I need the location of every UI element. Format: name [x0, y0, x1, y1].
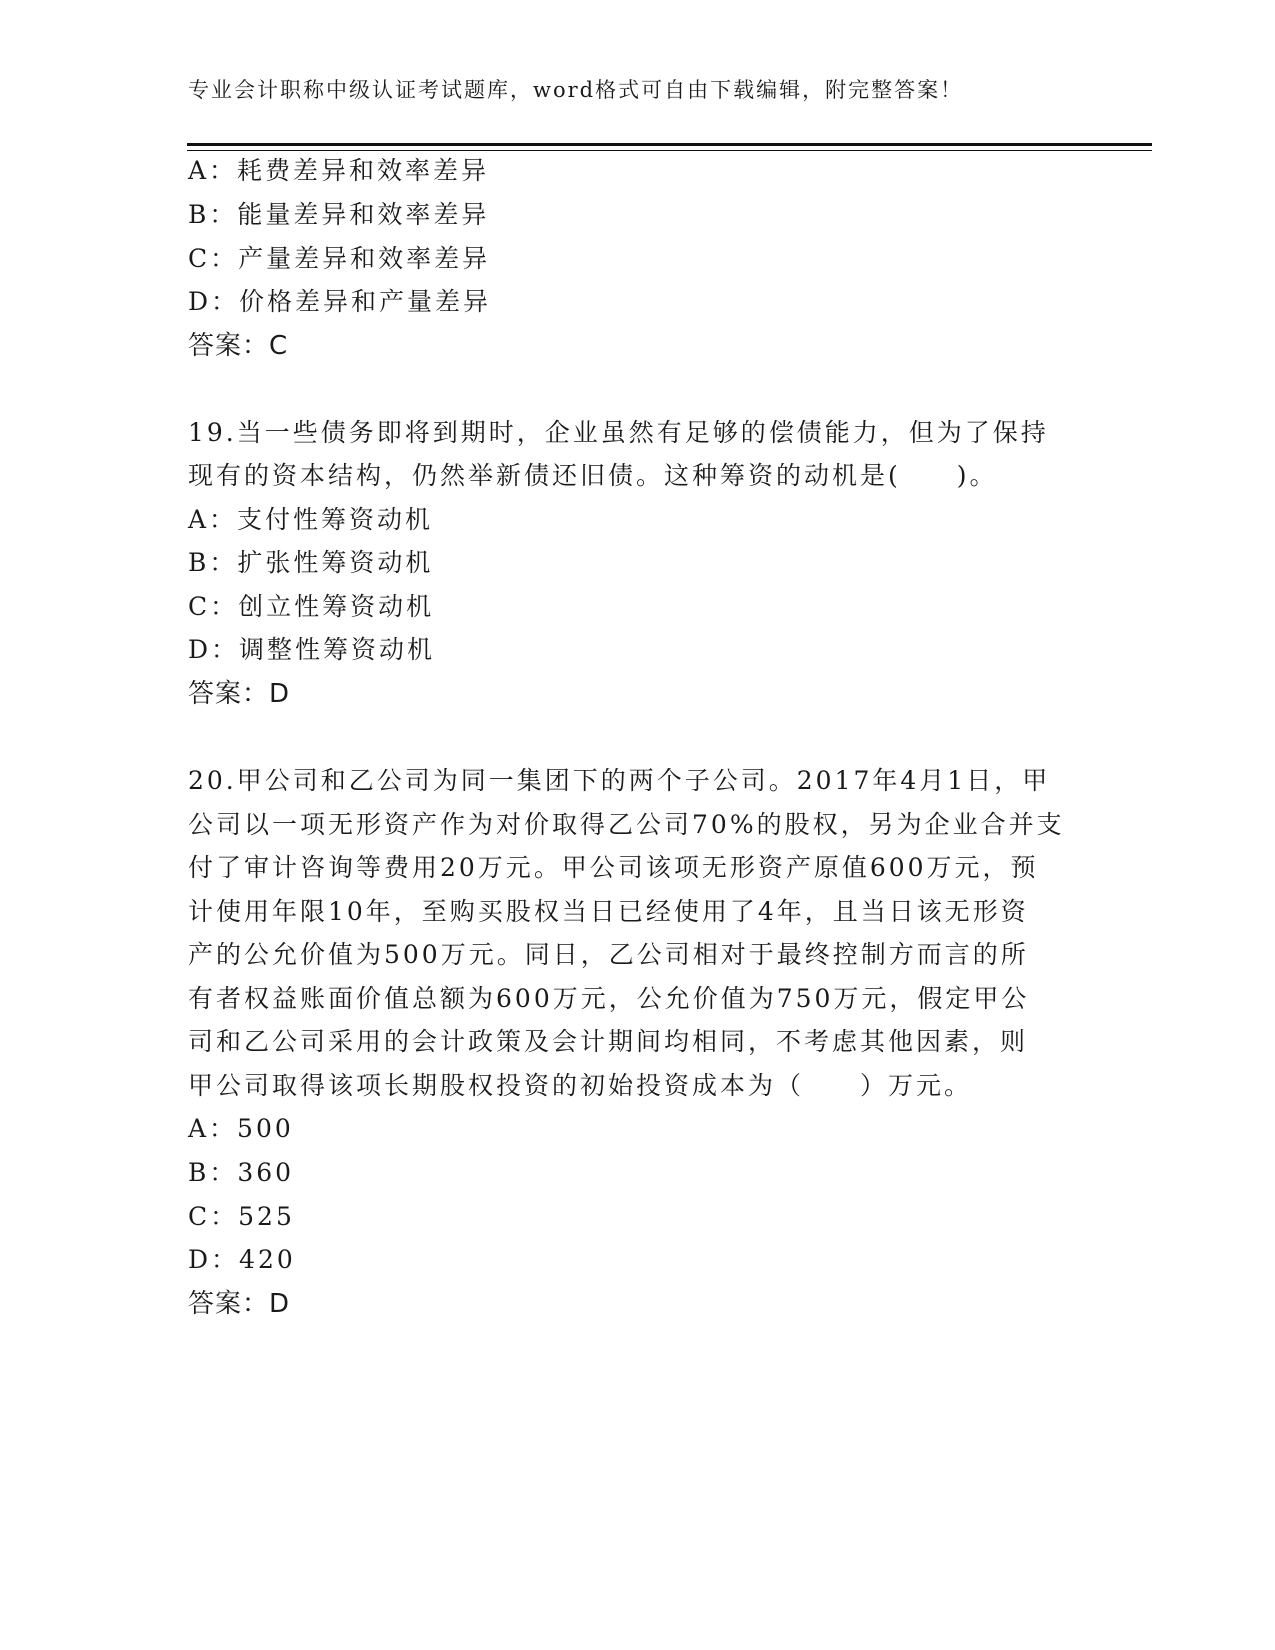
- q18-answer: 答案：C: [188, 331, 289, 361]
- q20-option-c: C：525: [188, 1202, 295, 1231]
- q20-stem-line-7: 司和乙公司采用的会计政策及会计期间均相同，不考虑其他因素，则: [188, 1027, 1029, 1056]
- q19-answer: 答案：D: [188, 679, 291, 709]
- q18-option-a: A：耗费差异和效率差异: [188, 156, 490, 185]
- q20-stem-line-6: 有者权益账面价值总额为600万元，公允价值为750万元，假定甲公: [188, 984, 1030, 1013]
- q19-option-a: A：支付性筹资动机: [188, 505, 434, 534]
- q18-option-b: B：能量差异和效率差异: [188, 200, 490, 229]
- q20-option-a: A：500: [188, 1114, 294, 1143]
- header-rule-thin: [187, 150, 1152, 151]
- q20-stem-line-5: 产的公允价值为500万元。同日，乙公司相对于最终控制方而言的所: [188, 940, 1029, 969]
- q20-stem-line-1: 20.甲公司和乙公司为同一集团下的两个子公司。2017年4月1日，甲: [188, 766, 1051, 795]
- q20-option-d: D：420: [188, 1245, 296, 1274]
- q20-option-b: B：360: [188, 1158, 295, 1187]
- q19-option-c: C：创立性筹资动机: [188, 592, 435, 621]
- q18-option-c: C：产量差异和效率差异: [188, 244, 491, 273]
- q20-stem-line-8: 甲公司取得该项长期股权投资的初始投资成本为（ ）万元。: [188, 1071, 973, 1100]
- q20-stem-line-3: 付了审计咨询等费用20万元。甲公司该项无形资产原值600万元，预: [188, 853, 1039, 882]
- q19-option-d: D：调整性筹资动机: [188, 635, 436, 664]
- q20-stem-line-4: 计使用年限10年，至购买股权当日已经使用了4年，且当日该无形资: [188, 897, 1029, 926]
- q19-stem-line-2: 现有的资本结构，仍然举新债还旧债。这种筹资的动机是( )。: [188, 461, 998, 490]
- header-rule-thick: [187, 143, 1152, 146]
- q19-stem-line-1: 19.当一些债务即将到期时，企业虽然有足够的偿债能力，但为了保持: [188, 418, 1049, 447]
- q19-option-b: B：扩张性筹资动机: [188, 548, 434, 577]
- page-header: 专业会计职称中级认证考试题库，word格式可自由下载编辑，附完整答案！: [188, 78, 964, 102]
- q20-answer: 答案：D: [188, 1289, 291, 1319]
- q20-stem-line-2: 公司以一项无形资产作为对价取得乙公司70%的股权，另为企业合并支: [188, 810, 1065, 839]
- q18-option-d: D：价格差异和产量差异: [188, 287, 492, 316]
